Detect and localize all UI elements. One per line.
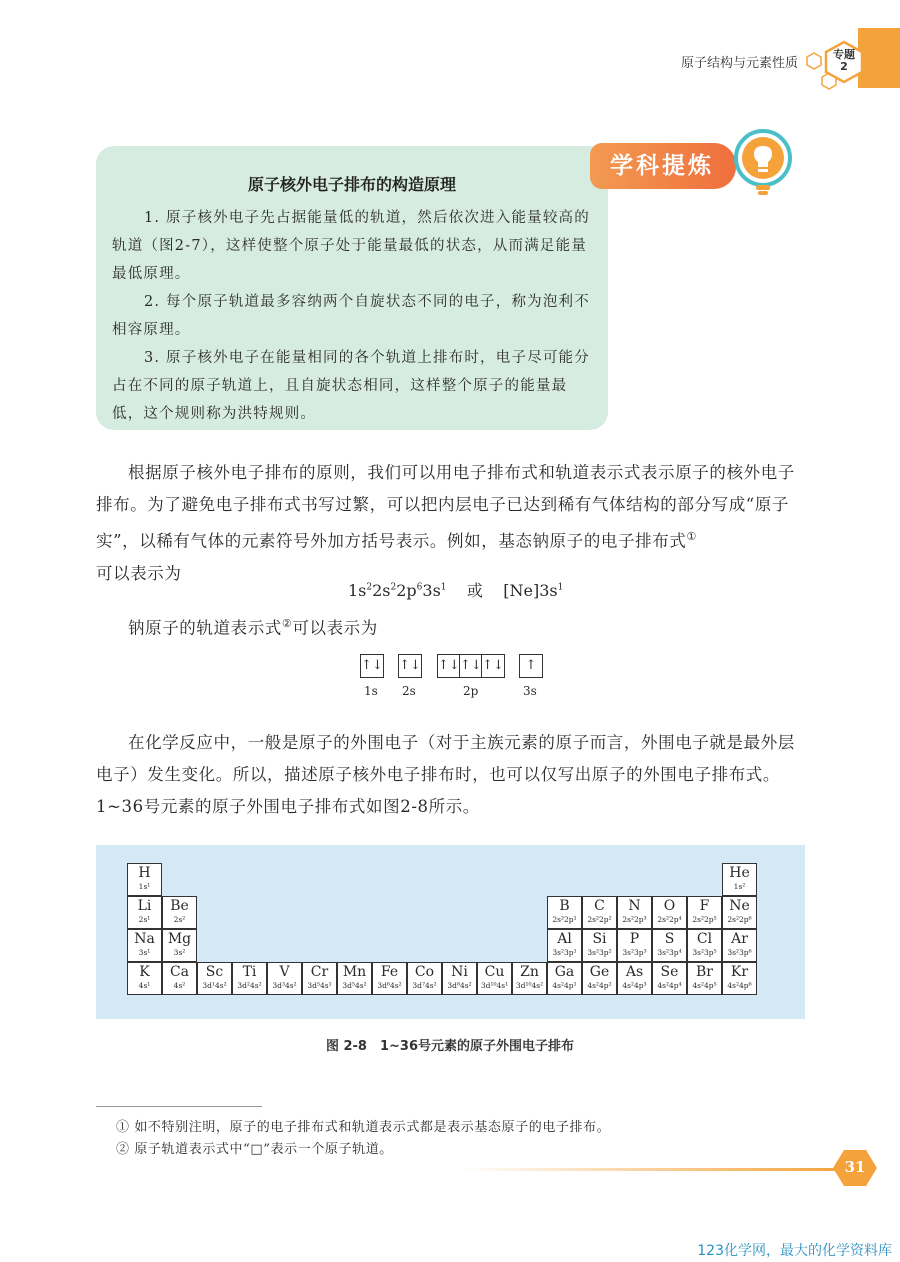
element-configuration: 3s²3p⁶ (727, 948, 752, 957)
element-cell-zn (512, 962, 547, 995)
element-symbol: Al (557, 931, 572, 947)
element-configuration: 3d³4s² (272, 981, 297, 990)
element-cell-ne (722, 896, 757, 929)
element-symbol: Cr (310, 964, 329, 980)
element-cell-co (407, 962, 442, 995)
element-cell-na (127, 929, 162, 962)
body-paragraph-1: 根据原子核外电子排布的原则，我们可以用电子排布式和轨道表示式表示原子的核外电子排布。为了避免电子排布式书写过繁，可以把内层电子已达到稀有气体结构的部分写成“原子实”，以稀有气体的元素符号外加方括号表示。例如，基态钠原子的电子排布式① 可以表示为 (96, 463, 795, 583)
orbital-box-2s: ↑↓ (398, 654, 422, 678)
subject-tag: 学科提炼 (590, 143, 736, 189)
element-symbol: Ca (169, 964, 190, 980)
element-cell-kr (722, 962, 757, 995)
element-symbol: K (139, 964, 150, 980)
element-configuration: 2s²2p² (587, 915, 612, 924)
hexagon-decoration-icon (805, 52, 823, 70)
element-symbol: Sc (205, 964, 224, 980)
element-cell-p (617, 929, 652, 962)
element-cell-h (127, 863, 162, 896)
footnote-divider (96, 1106, 262, 1107)
element-configuration: 3d⁵4s² (342, 981, 367, 990)
element-cell-k (127, 962, 162, 995)
orbital-label-2s: 2s (402, 684, 416, 698)
page-number: 31 (844, 1158, 866, 1176)
summary-box (96, 146, 608, 430)
element-configuration: 2s²2p⁴ (657, 915, 682, 924)
element-configuration: 3d⁸4s² (447, 981, 472, 990)
element-symbol: Mn (342, 964, 367, 980)
element-cell-v (267, 962, 302, 995)
element-cell-br (687, 962, 722, 995)
element-cell-cu (477, 962, 512, 995)
element-cell-s (652, 929, 687, 962)
element-configuration: 4s²4p¹ (552, 981, 577, 990)
element-configuration: 3d¹⁰4s² (515, 981, 544, 990)
element-configuration: 3s¹ (138, 948, 151, 957)
footnote-2: ② 原子轨道表示式中“□”表示一个原子轨道。 (116, 1142, 393, 1157)
badge-label: 专题 (833, 48, 855, 61)
element-configuration: 2s²2p¹ (552, 915, 577, 924)
element-configuration: 3d⁷4s² (412, 981, 437, 990)
element-cell-b (547, 896, 582, 929)
element-configuration: 3d⁵4s¹ (307, 981, 332, 990)
element-symbol: N (628, 898, 641, 914)
element-configuration: 3d²4s² (237, 981, 262, 990)
orbital-label-1s: 1s (364, 684, 378, 698)
footnote-mark-1: ① (686, 530, 697, 543)
element-symbol: B (559, 898, 570, 914)
electron-configuration-formula: $1s^22s^22p^63s^1$ 或 $[Ne]3s^1$ (348, 581, 564, 600)
element-cell-ni (442, 962, 477, 995)
summary-paragraph-3: 3. 原子核外电子在能量相同的各个轨道上排布时，电子尽可能分占在不同的原子轨道上，且自旋状态相同，这样整个原子的能量最低，这个规则称为洪特规则。 (112, 350, 590, 422)
element-symbol: V (279, 964, 290, 980)
element-symbol: P (629, 931, 640, 947)
lightbulb-icon (732, 128, 794, 202)
element-configuration: 3d¹4s² (202, 981, 227, 990)
summary-paragraph-2: 2. 每个原子轨道最多容纳两个自旋状态不同的电子，称为泡利不相容原理。 (112, 294, 590, 338)
element-configuration: 3s²3p¹ (552, 948, 577, 957)
element-cell-o (652, 896, 687, 929)
element-configuration: 4s¹ (138, 981, 151, 990)
summary-paragraph-1: 1. 原子核外电子先占据能量低的轨道，然后依次进入能量较高的轨道（图2-7），这样使整个原子处于能量最低的状态，从而满足能量最低原理。 (112, 210, 590, 282)
element-cell-al (547, 929, 582, 962)
element-configuration: 3s²3p² (587, 948, 612, 957)
footer-rule (460, 1168, 840, 1171)
element-symbol: Mg (167, 931, 192, 947)
element-symbol: Ti (242, 964, 257, 980)
orbital-label-2p: 2p (463, 684, 479, 698)
element-configuration: 4s²4p⁴ (657, 981, 682, 990)
element-symbol: S (664, 931, 675, 947)
element-symbol: Cu (484, 964, 505, 980)
element-cell-be (162, 896, 197, 929)
element-symbol: Fe (380, 964, 399, 980)
element-symbol: H (138, 865, 151, 881)
element-configuration: 3s² (173, 948, 186, 957)
element-configuration: 4s² (173, 981, 186, 990)
element-cell-se (652, 962, 687, 995)
element-cell-mg (162, 929, 197, 962)
element-symbol: Li (137, 898, 152, 914)
element-configuration: 2s¹ (138, 915, 151, 924)
badge-number: 2 (840, 60, 848, 73)
element-cell-cl (687, 929, 722, 962)
element-cell-cr (302, 962, 337, 995)
element-configuration: 3d⁶4s² (377, 981, 402, 990)
orbital-box-3s: ↑ (519, 654, 543, 678)
element-symbol: Se (660, 964, 679, 980)
element-cell-ar (722, 929, 757, 962)
body-paragraph-2: 钠原子的轨道表示式②可以表示为 (128, 617, 378, 638)
element-symbol: C (594, 898, 605, 914)
element-symbol: Co (414, 964, 435, 980)
element-symbol: Ar (731, 931, 748, 947)
element-cell-ti (232, 962, 267, 995)
orbital-box-2p: ↑↓ ↑↓ ↑↓ (437, 654, 505, 678)
element-cell-ga (547, 962, 582, 995)
page-number-badge (832, 1148, 878, 1188)
element-symbol: Ge (589, 964, 610, 980)
element-symbol: Cl (696, 931, 713, 947)
chapter-badge (823, 40, 865, 84)
element-configuration: 2s²2p⁵ (692, 915, 717, 924)
chapter-title: 原子结构与元素性质 (680, 56, 798, 71)
element-configuration: 1s² (733, 882, 746, 891)
element-cell-ca (162, 962, 197, 995)
element-cell-mn (337, 962, 372, 995)
element-configuration: 4s²4p⁶ (727, 981, 752, 990)
element-cell-si (582, 929, 617, 962)
element-symbol: Br (696, 964, 713, 980)
element-symbol: O (663, 898, 676, 914)
summary-title: 原子核外电子排布的构造原理 (247, 175, 456, 194)
footnote-1: ① 如不特别注明，原子的电子排布式和轨道表示式都是表示基态原子的电子排布。 (116, 1120, 611, 1135)
element-cell-f (687, 896, 722, 929)
element-symbol: As (625, 964, 644, 980)
watermark-text: 123化学网，最大的化学资料库 (697, 1243, 892, 1259)
element-cell-he (722, 863, 757, 896)
element-symbol: Be (170, 898, 189, 914)
element-symbol: Na (134, 931, 155, 947)
element-cell-c (582, 896, 617, 929)
element-configuration: 2s² (173, 915, 186, 924)
element-configuration: 3s²3p⁴ (657, 948, 682, 957)
element-symbol: Ga (554, 964, 575, 980)
element-cell-sc (197, 962, 232, 995)
element-symbol: Kr (730, 964, 749, 980)
element-symbol: He (729, 865, 750, 881)
element-symbol: Zn (520, 964, 539, 980)
element-symbol: Ne (729, 898, 750, 914)
element-configuration: 4s²4p³ (622, 981, 647, 990)
element-symbol: F (699, 898, 710, 914)
body-paragraph-3: 在化学反应中，一般是原子的外围电子（对于主族元素的原子而言，外围电子就是最外层电子）发生变化。所以，描述原子核外电子排布时，也可以仅写出原子的外围电子排布式。1~36号元素的原子外围电子排布式如图2-8所示。 (96, 733, 795, 816)
element-configuration: 2s²2p⁶ (727, 915, 752, 924)
footnote-mark-2: ② (281, 617, 293, 630)
orbital-box-1s: ↑↓ (360, 654, 384, 678)
element-configuration: 4s²4p² (587, 981, 612, 990)
element-symbol: Ni (451, 964, 468, 980)
element-configuration: 4s²4p⁵ (692, 981, 717, 990)
figure-caption: 图 2-8 1~36号元素的原子外围电子排布 (325, 1039, 575, 1054)
element-cell-n (617, 896, 652, 929)
element-configuration: 3d¹⁰4s¹ (480, 981, 509, 990)
element-cell-fe (372, 962, 407, 995)
element-configuration: 3s²3p³ (622, 948, 647, 957)
element-configuration: 2s²2p³ (622, 915, 647, 924)
element-symbol: Si (592, 931, 607, 947)
element-cell-ge (582, 962, 617, 995)
element-configuration: 3s²3p⁵ (692, 948, 717, 957)
element-cell-as (617, 962, 652, 995)
element-configuration: 1s¹ (138, 882, 151, 891)
orbital-label-3s: 3s (523, 684, 537, 698)
element-cell-li (127, 896, 162, 929)
